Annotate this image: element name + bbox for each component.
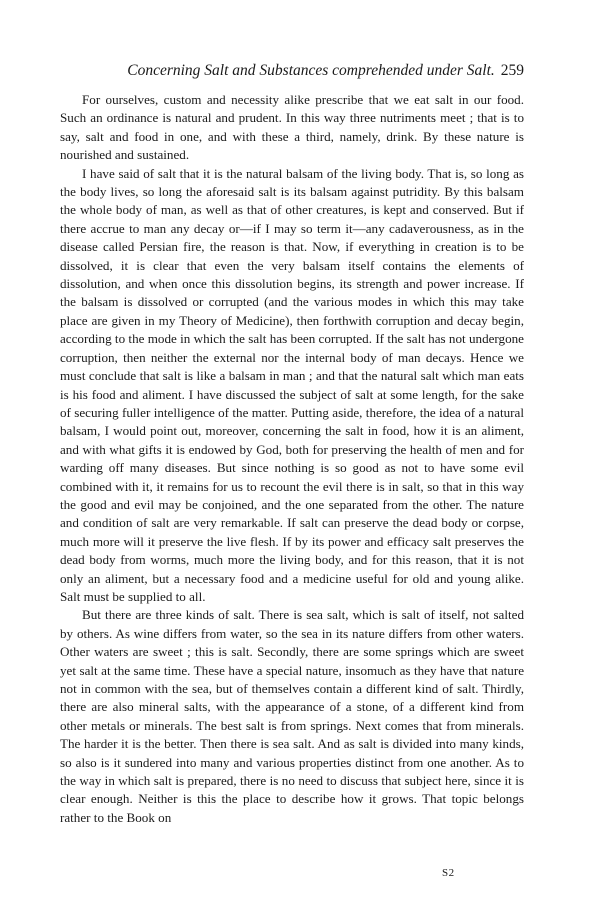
running-head: Concerning Salt and Substances comprehended under Salt. — [127, 62, 495, 79]
paragraph-1: For ourselves, custom and necessity alike prescribe that we eat salt in our food. Such an ordinance is natural and prudent. In this way three nutriments meet ; that is to say, salt and food in one, and with these a third, namely, drink. By these nature is nourished and sustained. — [60, 92, 524, 163]
page-header — [60, 62, 524, 80]
signature-mark: S2 — [442, 867, 455, 879]
book-page — [60, 62, 524, 827]
paragraph-3: But there are three kinds of salt. There is sea salt, which is salt of itself, not salted by others. As wine differs from water, so the sea in its nature differs from other waters. Other waters are sweet ; this is salt. Secondly, there are some springs which are sweet yet salt at the same time. These have a special nature, insomuch as they have that nature not in common with the sea, but of themselves contain a different kind of salt. Thirdly, there are also mineral salts, with the appearance of a stone, of a different kind from other metals or minerals. The best salt is from springs. Next comes that from minerals. The harder it is the better. Then there is sea salt. And as salt is divided into many kinds, so also is it sundered into many and various properties distinct from one another. As to the way in which salt is prepared, there is no need to discuss that subject here, since it is clear enough. Neither is this the place to describe how it grows. That topic belongs rather to the Book on — [60, 607, 524, 825]
page-number: 259 — [500, 62, 524, 79]
paragraph-2: I have said of salt that it is the natural balsam of the living body. That is, so long as the body lives, so long the aforesaid salt is its balsam against putridity. By this balsam the whole body of man, as well as that of other creatures, is kept and conserved. But if there accrue to man any decay or—if I may so term it—any cadaverousness, as in the disease called Persian fire, the reason is that. Now, if everything in creation is to be dissolved, it is clear that even the very balsam itself contains the elements of dissolution, and when once this dissolution begins, its strength and power increase. If the balsam is dissolved or corrupted (and the various modes in which this may take place are given in my Theory of Medicine), then forthwith corruption and decay begin, according to the mode in which the salt has been corrupted. If the salt has not undergone corruption, then neither the external nor the internal body of man decays. Hence we must conclude that salt is like a balsam in man ; and that the natural salt which man eats is his food and aliment. I have discussed the subject of salt at some length, for the sake of securing fuller intelligence of the matter. Putting aside, therefore, the idea of a natural balsam, I would point out, moreover, concerning the salt in food, how it is an aliment, and with what gifts it is endowed by God, both for preserving the health of men and for warding off many diseases. But since nothing is so good as not to have some evil combined with it, it remains for us to recount the evil there is in salt, so that in this way the good and evil may be conjoined, and the one separated from the other. The nature and condition of salt are very remarkable. If salt can preserve the dead body or corpse, much more will it preserve the live flesh. If by its power and efficacy salt preserves the dead body from worms, much more the living body, and for this reason, that it is not only an aliment, but a necessary food and a medicine useful for old and young alike. Salt must be supplied to all. — [60, 165, 524, 604]
